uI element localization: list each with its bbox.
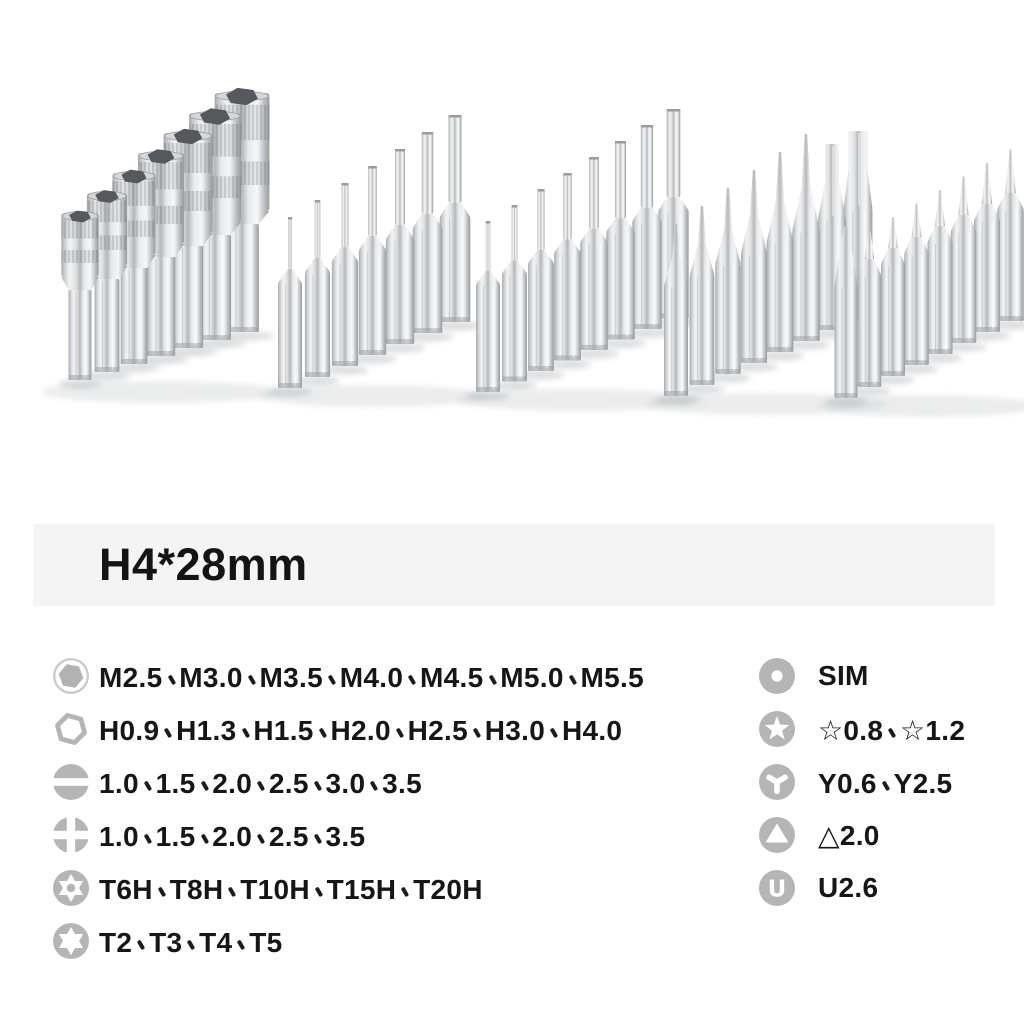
spec-row bbox=[758, 862, 878, 914]
spec-text: U2.6 bbox=[818, 872, 879, 903]
enumeration-comma bbox=[883, 712, 900, 740]
enumeration-comma bbox=[195, 765, 212, 793]
enumeration-comma bbox=[243, 659, 260, 687]
svg-text:U: U bbox=[767, 876, 787, 903]
enumeration-comma bbox=[252, 765, 269, 793]
spec-row bbox=[52, 756, 422, 808]
enumeration-comma bbox=[159, 712, 176, 740]
spec-row bbox=[52, 862, 483, 914]
spec-banner bbox=[33, 524, 995, 606]
enumeration-comma bbox=[396, 871, 413, 899]
sim-pin-icon bbox=[758, 657, 796, 695]
spec-row bbox=[52, 915, 283, 967]
enumeration-comma bbox=[162, 659, 179, 687]
enumeration-comma bbox=[132, 924, 149, 952]
triangle-icon bbox=[758, 816, 796, 854]
enumeration-comma bbox=[139, 765, 156, 793]
enumeration-comma bbox=[309, 818, 326, 846]
enumeration-comma bbox=[403, 659, 420, 687]
spec-text: H0.9 H1.3 H1.5 H2.0 H2.5 H3.0 H4.0 bbox=[99, 712, 622, 747]
enumeration-comma bbox=[310, 871, 327, 899]
spec-text: 1.0 1.5 2.0 2.5 3.5 bbox=[99, 818, 365, 853]
spec-row bbox=[52, 703, 622, 755]
spec-text: 1.0 1.5 2.0 2.5 3.0 3.5 bbox=[99, 765, 422, 800]
enumeration-comma bbox=[365, 765, 382, 793]
enumeration-comma bbox=[564, 659, 581, 687]
hexagon-icon bbox=[52, 710, 90, 748]
spec-text: SIM bbox=[818, 660, 869, 691]
tri-wing-icon bbox=[758, 763, 796, 801]
enumeration-comma bbox=[877, 765, 894, 793]
enumeration-comma bbox=[483, 659, 500, 687]
enumeration-comma bbox=[195, 818, 212, 846]
hex-socket-icon bbox=[52, 657, 90, 695]
spec-text: △2.0 bbox=[818, 819, 880, 851]
page-title: H4*28mm bbox=[99, 539, 308, 590]
enumeration-comma bbox=[468, 712, 485, 740]
phillips-icon bbox=[52, 816, 90, 854]
u-type-icon bbox=[758, 869, 796, 907]
spec-row bbox=[758, 809, 880, 861]
slotted-icon bbox=[52, 763, 90, 801]
enumeration-comma bbox=[153, 871, 170, 899]
enumeration-comma bbox=[182, 924, 199, 952]
star-icon bbox=[758, 710, 796, 748]
spec-row bbox=[52, 650, 644, 702]
spec-row bbox=[758, 703, 965, 755]
enumeration-comma bbox=[314, 712, 331, 740]
enumeration-comma bbox=[232, 924, 249, 952]
enumeration-comma bbox=[252, 818, 269, 846]
enumeration-comma bbox=[545, 712, 562, 740]
enumeration-comma bbox=[323, 659, 340, 687]
spec-text: ☆0.8 ☆1.2 bbox=[818, 712, 965, 747]
torx-icon bbox=[52, 922, 90, 960]
spec-text: T2 T3 T4 T5 bbox=[99, 924, 283, 959]
enumeration-comma bbox=[391, 712, 408, 740]
spec-text: Y0.6 Y2.5 bbox=[818, 765, 952, 800]
security-torx-icon bbox=[52, 869, 90, 907]
spec-row bbox=[758, 756, 952, 808]
enumeration-comma bbox=[139, 818, 156, 846]
enumeration-comma bbox=[309, 765, 326, 793]
spec-text: T6H T8H T10H T15H T20H bbox=[99, 871, 483, 906]
spec-row bbox=[52, 809, 365, 861]
enumeration-comma bbox=[223, 871, 240, 899]
spec-row bbox=[758, 650, 869, 702]
enumeration-comma bbox=[237, 712, 254, 740]
spec-text: M2.5 M3.0 M3.5 M4.0 M4.5 M5.0 M5.5 bbox=[99, 659, 644, 694]
